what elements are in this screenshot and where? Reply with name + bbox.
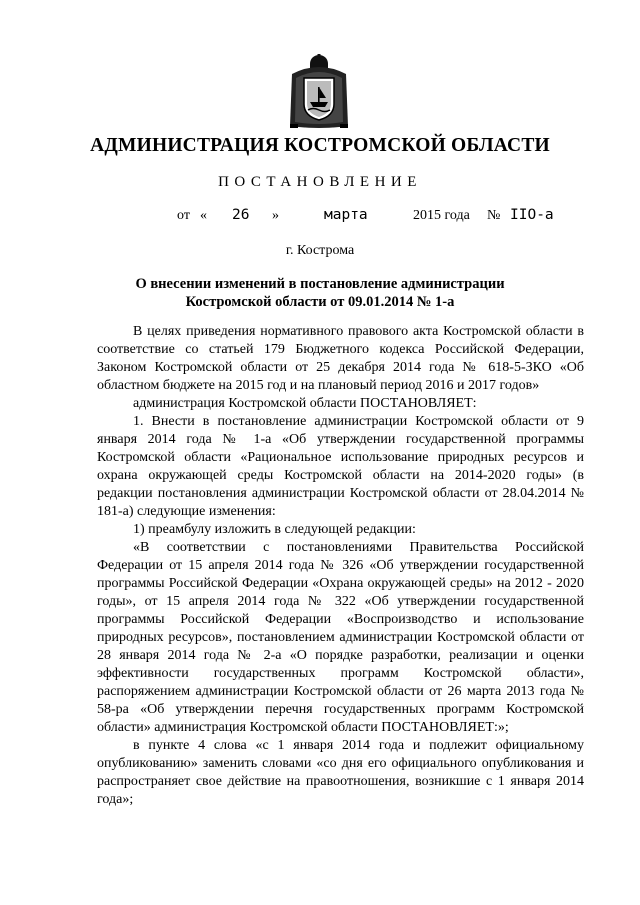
subject-line: О внесении изменений в постановление администрации [135,276,505,292]
document-number: IIO-а [510,207,554,223]
subject-heading [60,275,580,311]
body-paragraph: 1. Внести в постановление администрации Костромской области от 9 января 2014 года № 1-а «Об утверждении государственной программы Костромской области «Рациональное использование природных ресурсов и охрана окружающей среды Костромской области на 2014-2020 годы» (в редакции постановления администрации Костромской области от 28.04.2014 № 181-а) следующие изменения: [97,414,584,519]
subject-line: Костромской области от 09.01.2014 № 1-а [185,294,455,310]
date-quote-open: « [200,208,207,223]
date-day: 26 [232,207,250,223]
document-body [97,323,584,809]
body-paragraph: В целях приведения нормативного правового акта Костромской области в соответствие со статьей 179 Бюджетного кодекса Российской Федерации, Законом Костромской области от 25 декабря 2014 года № 618-5-ЗКО «Об областном бюджете на 2015 год и на плановый период 2016 и 2017 годов» [97,324,584,393]
city: г. Кострома [285,243,355,258]
date-from: от [177,208,190,223]
date-quote-close: » [272,208,279,223]
date-line [0,208,640,228]
body-paragraph: в пункте 4 слова «с 1 января 2014 года и подлежит официальному опубликованию» заменить словами «со дня его официального опубликования и распространяет свое действие на правоотношения, возникшие с 1 января 2014 года»; [97,738,584,807]
coat-of-arms-icon [286,54,352,130]
document-type: ПОСТАНОВЛЕНИЕ [218,174,422,190]
number-sign: № [487,208,501,223]
body-paragraph: администрация Костромской области ПОСТАНОВЛЯЕТ: [133,396,477,411]
date-month: марта [324,207,368,223]
body-paragraph: 1) преамбулу изложить в следующей редакции: [133,522,416,537]
date-year: 2015 года [413,208,470,223]
body-paragraph: «В соответствии с постановлениями Правительства Российской Федерации от 15 апреля 2014 года № 326 «Об утверждении государственной программы Российской Федерации «Охрана окружающей среды» на 2012 - 2020 годы», от 15 апреля 2014 года № 322 «Об утверждении государственной программы Российской Федерации «Воспроизводство и использование природных ресурсов», постановлением администрации Костромской области от 28 января 2014 года № 2-а «О порядке разработки, реализации и оценки эффективности государственных программ Костромской области», распоряжением администрации Костромской области от 26 марта 2013 года № 58-ра «Об утверждении перечня государственных программ Костромской области» администрация Костромской области ПОСТАНОВЛЯЕТ:»; [97,540,584,735]
organization-title: АДМИНИСТРАЦИЯ КОСТРОМСКОЙ ОБЛАСТИ [90,135,550,156]
